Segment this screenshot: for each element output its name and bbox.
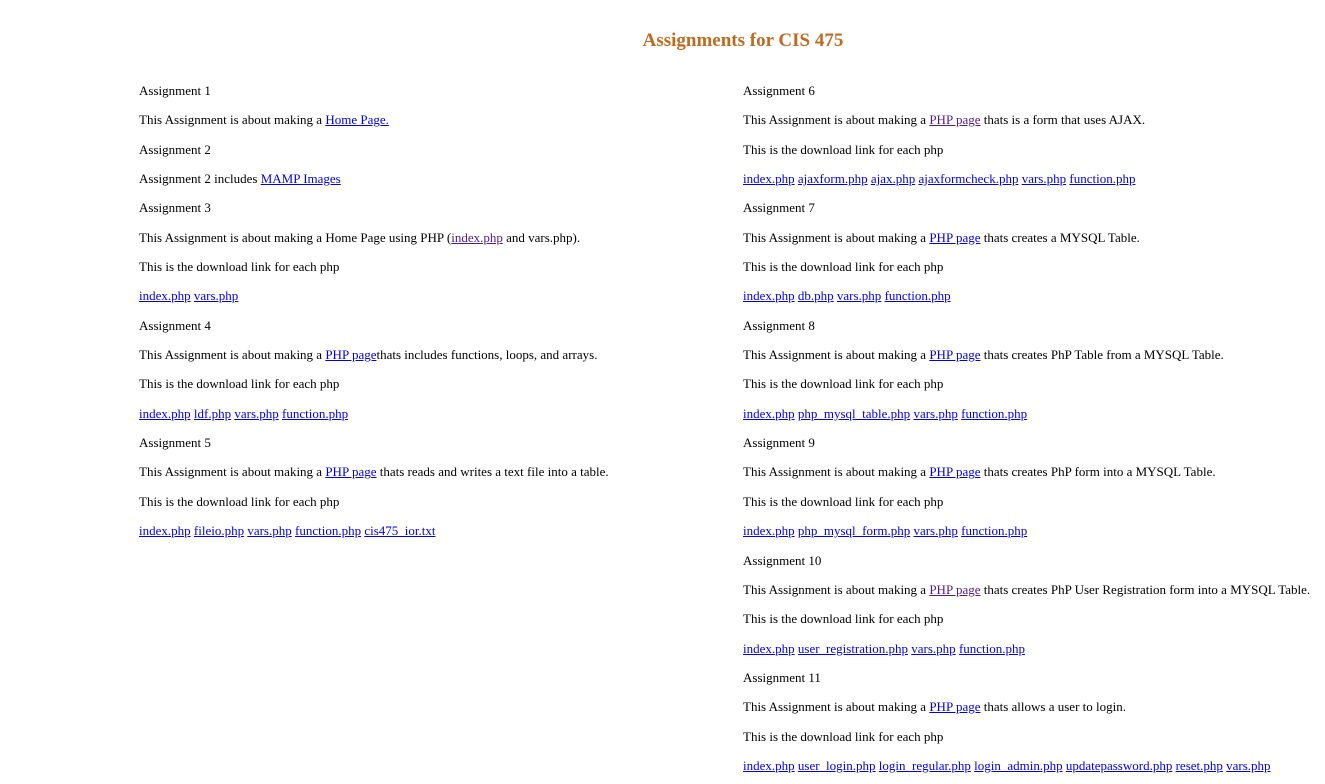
assignment-10-file-links	[743, 638, 1325, 667]
assignment-8-heading: Assignment 8	[743, 317, 815, 333]
assignment-6-file-links	[743, 168, 1325, 197]
file-link[interactable]: db.php	[797, 288, 834, 304]
right-column	[743, 80, 1325, 784]
assignment-9-download-text: This is the download link for each php	[743, 493, 944, 509]
file-link[interactable]: function.php	[1069, 171, 1136, 187]
file-link[interactable]: function.php	[961, 523, 1028, 539]
assignment-8-download-text: This is the download link for each php	[743, 376, 944, 392]
assignment-11-heading: Assignment 11	[743, 669, 821, 685]
description-text: This Assignment is about making a	[743, 581, 930, 597]
description-text: This Assignment is about making a	[743, 347, 930, 363]
description-text-end: thats reads and writes a text file into a table.	[376, 464, 609, 480]
file-link[interactable]: index.php	[139, 523, 191, 539]
description-text-end: thats creates PhP form into a MYSQL Table.	[980, 464, 1216, 480]
file-link[interactable]: ajax.php	[870, 171, 916, 187]
file-link[interactable]: vars.php	[1226, 757, 1271, 773]
assignment-3-description	[139, 227, 709, 256]
file-link[interactable]: function.php	[961, 405, 1028, 421]
file-link[interactable]: vars.php	[247, 523, 292, 539]
file-link[interactable]: ldf.php	[193, 405, 232, 421]
assignment-10-download-text: This is the download link for each php	[743, 611, 944, 627]
file-link[interactable]: vars.php	[234, 405, 279, 421]
file-link[interactable]: ajaxform.php	[797, 171, 868, 187]
file-link[interactable]: index.php	[139, 288, 191, 304]
assignment-11-description	[743, 696, 1325, 725]
assignment-5-file-links	[139, 520, 709, 549]
assignment-3-heading: Assignment 3	[139, 200, 211, 216]
file-link[interactable]: index.php	[743, 171, 795, 187]
php-page-link[interactable]: PHP page	[929, 112, 981, 128]
file-link[interactable]: vars.php	[1021, 171, 1067, 187]
assignment-7-file-links	[743, 285, 1325, 314]
assignment-7-download-text: This is the download link for each php	[743, 259, 944, 275]
description-text: This Assignment is about making a	[743, 464, 930, 480]
assignment-11-file-links	[743, 755, 1325, 784]
assignment-2-description	[139, 168, 709, 197]
file-link[interactable]: index.php	[743, 757, 795, 773]
php-page-link[interactable]: PHP page	[929, 464, 981, 480]
file-link[interactable]: function.php	[295, 523, 362, 539]
assignment-6-download-text: This is the download link for each php	[743, 141, 944, 157]
home-page-link[interactable]: Home Page.	[325, 112, 389, 128]
file-link[interactable]: vars.php	[193, 288, 239, 304]
assignment-11-download-text: This is the download link for each php	[743, 728, 944, 744]
assignment-1-heading: Assignment 1	[139, 83, 211, 98]
php-page-link[interactable]: PHP page	[325, 347, 377, 363]
file-link[interactable]: updatepassword.php	[1065, 757, 1173, 773]
description-text: This Assignment is about making a	[743, 699, 930, 715]
assignment-7-heading: Assignment 7	[743, 200, 815, 216]
assignment-6-heading: Assignment 6	[743, 83, 815, 98]
description-text-end: and vars.php).	[502, 229, 581, 245]
assignment-5-download-text: This is the download link for each php	[139, 493, 340, 509]
assignment-4-heading: Assignment 4	[139, 317, 211, 333]
left-column	[139, 80, 709, 550]
assignment-4-download-text: This is the download link for each php	[139, 376, 340, 392]
description-text-end: thats is a form that uses AJAX.	[980, 112, 1146, 128]
php-page-link[interactable]: PHP page	[929, 347, 981, 363]
file-link[interactable]: vars.php	[913, 523, 958, 539]
description-text-end: thats includes functions, loops, and arrays.	[376, 347, 598, 363]
assignment-9-file-links	[743, 520, 1325, 549]
file-link[interactable]: fileio.php	[193, 523, 245, 539]
assignment-9-description	[743, 461, 1325, 490]
php-page-link[interactable]: PHP page	[929, 699, 981, 715]
description-text: This Assignment is about making a	[139, 112, 326, 128]
assignment-5-description	[139, 461, 709, 490]
description-text-end: thats creates PhP User Registration form into a MYSQL Table.	[980, 581, 1311, 597]
description-text-end: thats allows a user to login.	[980, 699, 1126, 715]
file-link[interactable]: vars.php	[913, 405, 958, 421]
description-text: Assignment 2 includes	[139, 171, 261, 187]
file-link[interactable]: function.php	[282, 405, 349, 421]
assignment-3-file-links	[139, 285, 709, 314]
assignment-9-heading: Assignment 9	[743, 435, 815, 451]
file-link[interactable]: reset.php	[1175, 757, 1223, 773]
assignment-5-heading: Assignment 5	[139, 435, 211, 451]
file-link[interactable]: php_mysql_table.php	[797, 405, 911, 421]
page-title: Assignments for CIS 475	[642, 30, 844, 51]
assignment-4-file-links	[139, 403, 709, 432]
assignment-10-description	[743, 579, 1325, 608]
assignment-3-download-text: This is the download link for each php	[139, 259, 340, 275]
file-link[interactable]: login_admin.php	[974, 757, 1063, 773]
file-link[interactable]: user_login.php	[797, 757, 876, 773]
assignment-6-description	[743, 109, 1325, 138]
assignment-10-heading: Assignment 10	[743, 552, 822, 568]
file-link[interactable]: function.php	[958, 640, 1026, 656]
assignment-4-description	[139, 344, 709, 373]
description-text: This Assignment is about making a	[139, 464, 326, 480]
file-link[interactable]: cis475_ior.txt	[364, 523, 436, 539]
mamp-images-link[interactable]: MAMP Images	[260, 171, 341, 187]
file-link[interactable]: user_registration.php	[797, 640, 909, 656]
index-php-inline-link[interactable]: index.php	[451, 229, 503, 245]
php-page-link[interactable]: PHP page	[929, 229, 981, 245]
php-page-link[interactable]: PHP page	[325, 464, 377, 480]
file-link[interactable]: vars.php	[911, 640, 956, 656]
file-link[interactable]: index.php	[743, 640, 795, 656]
file-link[interactable]: index.php	[743, 405, 795, 421]
description-text-end: thats creates PhP Table from a MYSQL Table.	[980, 347, 1224, 363]
assignment-2-heading: Assignment 2	[139, 141, 211, 157]
file-link[interactable]: ajaxformcheck.php	[918, 171, 1019, 187]
php-page-link[interactable]: PHP page	[929, 581, 981, 597]
assignment-1-description	[139, 109, 709, 138]
file-link[interactable]: index.php	[139, 405, 191, 421]
description-text: This Assignment is about making a	[743, 229, 930, 245]
file-link[interactable]: vars.php	[836, 288, 882, 304]
description-text: This Assignment is about making a Home Page using PHP (	[139, 229, 452, 245]
file-link[interactable]: index.php	[743, 523, 795, 539]
description-text: This Assignment is about making a	[139, 347, 326, 363]
file-link[interactable]: function.php	[884, 288, 951, 304]
assignment-7-description	[743, 227, 1325, 256]
file-link[interactable]: login_regular.php	[878, 757, 971, 773]
assignment-8-file-links	[743, 403, 1325, 432]
file-link[interactable]: index.php	[743, 288, 795, 304]
assignment-8-description	[743, 344, 1325, 373]
description-text-end: thats creates a MYSQL Table.	[980, 229, 1140, 245]
description-text: This Assignment is about making a	[743, 112, 930, 128]
file-link[interactable]: php_mysql_form.php	[797, 523, 911, 539]
